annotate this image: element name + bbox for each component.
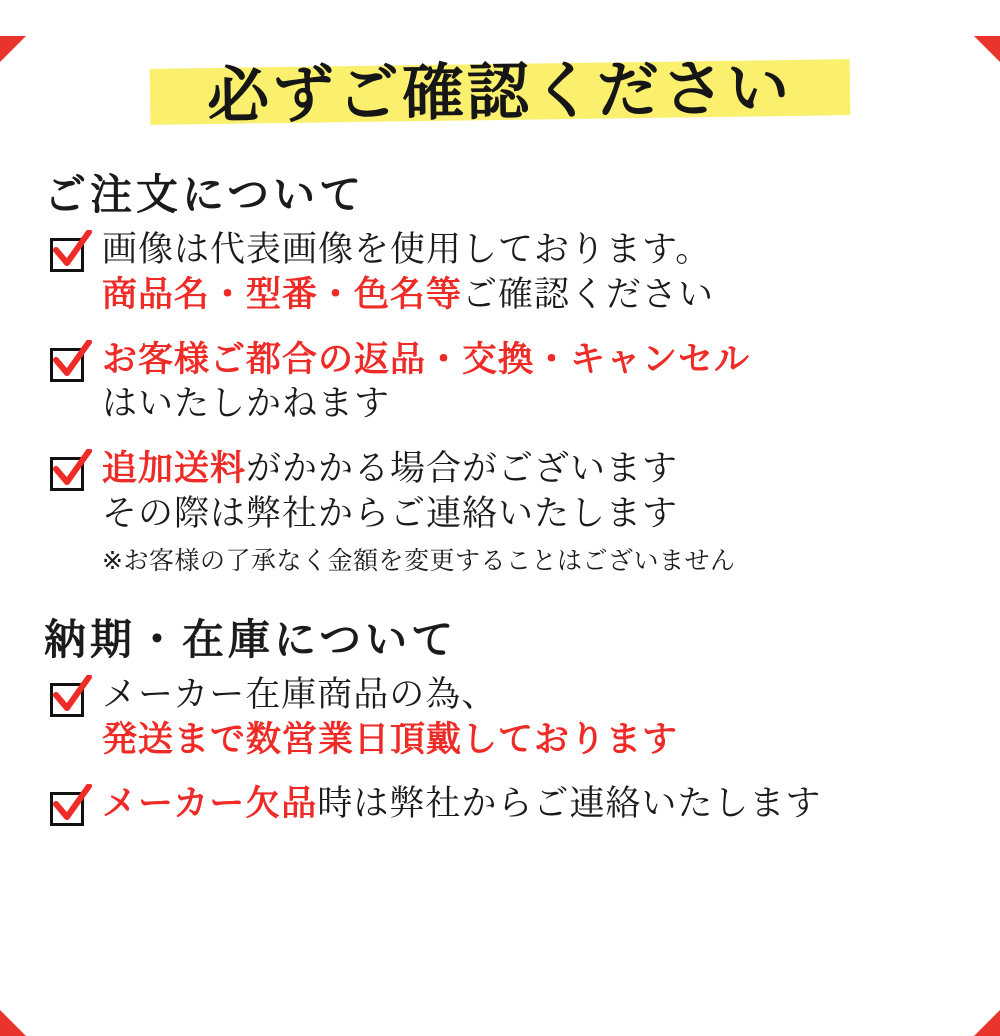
checkbox-checked-icon <box>48 342 92 386</box>
notice-line <box>102 447 960 492</box>
notice-item <box>40 228 960 318</box>
body-text: ご確認ください <box>462 274 715 315</box>
notice-item-body <box>102 338 960 428</box>
notice-page <box>0 36 1000 1036</box>
notice-item-body <box>102 228 960 318</box>
corner-accent-top-right <box>974 36 1000 62</box>
corner-accent-top-left <box>0 36 26 62</box>
body-text: その際は弊社からご連絡いたします <box>102 493 679 534</box>
notice-line <box>102 273 960 318</box>
section-heading: 納期・在庫について <box>44 614 458 664</box>
notice-line <box>102 492 960 537</box>
page-title <box>40 36 960 136</box>
checkbox-checked-icon <box>48 232 92 276</box>
notice-line <box>102 782 960 827</box>
emphasis-text: 発送まで数営業日頂戴しております <box>102 719 679 760</box>
emphasis-text: 商品名・型番・色名等 <box>102 274 463 315</box>
notice-line <box>102 228 960 273</box>
notice-item <box>40 338 960 428</box>
notice-item-body <box>102 673 960 763</box>
body-text: 画像は代表画像を使用しております。 <box>102 230 712 270</box>
notice-line <box>102 718 960 763</box>
notice-line <box>102 338 960 383</box>
corner-accent-bottom-right <box>974 1010 1000 1036</box>
checkbox-checked-icon <box>48 451 92 495</box>
section-heading: ご注文について <box>44 170 366 219</box>
notice-footnote: ※お客様の了承なく金額を変更することはございません <box>102 545 736 575</box>
notice-line <box>102 382 960 427</box>
body-text: メーカー在庫商品の為、 <box>102 674 498 715</box>
checkbox-checked-icon <box>48 786 92 830</box>
notice-item-body <box>102 782 960 827</box>
body-text: がかかる場合がございます <box>246 449 679 490</box>
body-text: 時は弊社からご連絡いたします <box>317 784 822 825</box>
emphasis-text: 追加送料 <box>102 449 247 490</box>
corner-accent-bottom-left <box>0 1010 26 1036</box>
body-text: はいたしかねます <box>102 384 391 425</box>
notice-item <box>40 447 960 577</box>
notice-line <box>102 673 960 718</box>
title-text: 必ずご確認ください <box>207 50 794 132</box>
notice-item <box>40 782 960 830</box>
emphasis-text: メーカー欠品 <box>102 784 318 825</box>
checkbox-checked-icon <box>48 677 92 721</box>
sections-container <box>40 162 960 830</box>
emphasis-text: お客様ご都合の返品・交換・キャンセル <box>102 339 751 380</box>
notice-item-body <box>102 447 960 577</box>
notice-item <box>40 673 960 763</box>
